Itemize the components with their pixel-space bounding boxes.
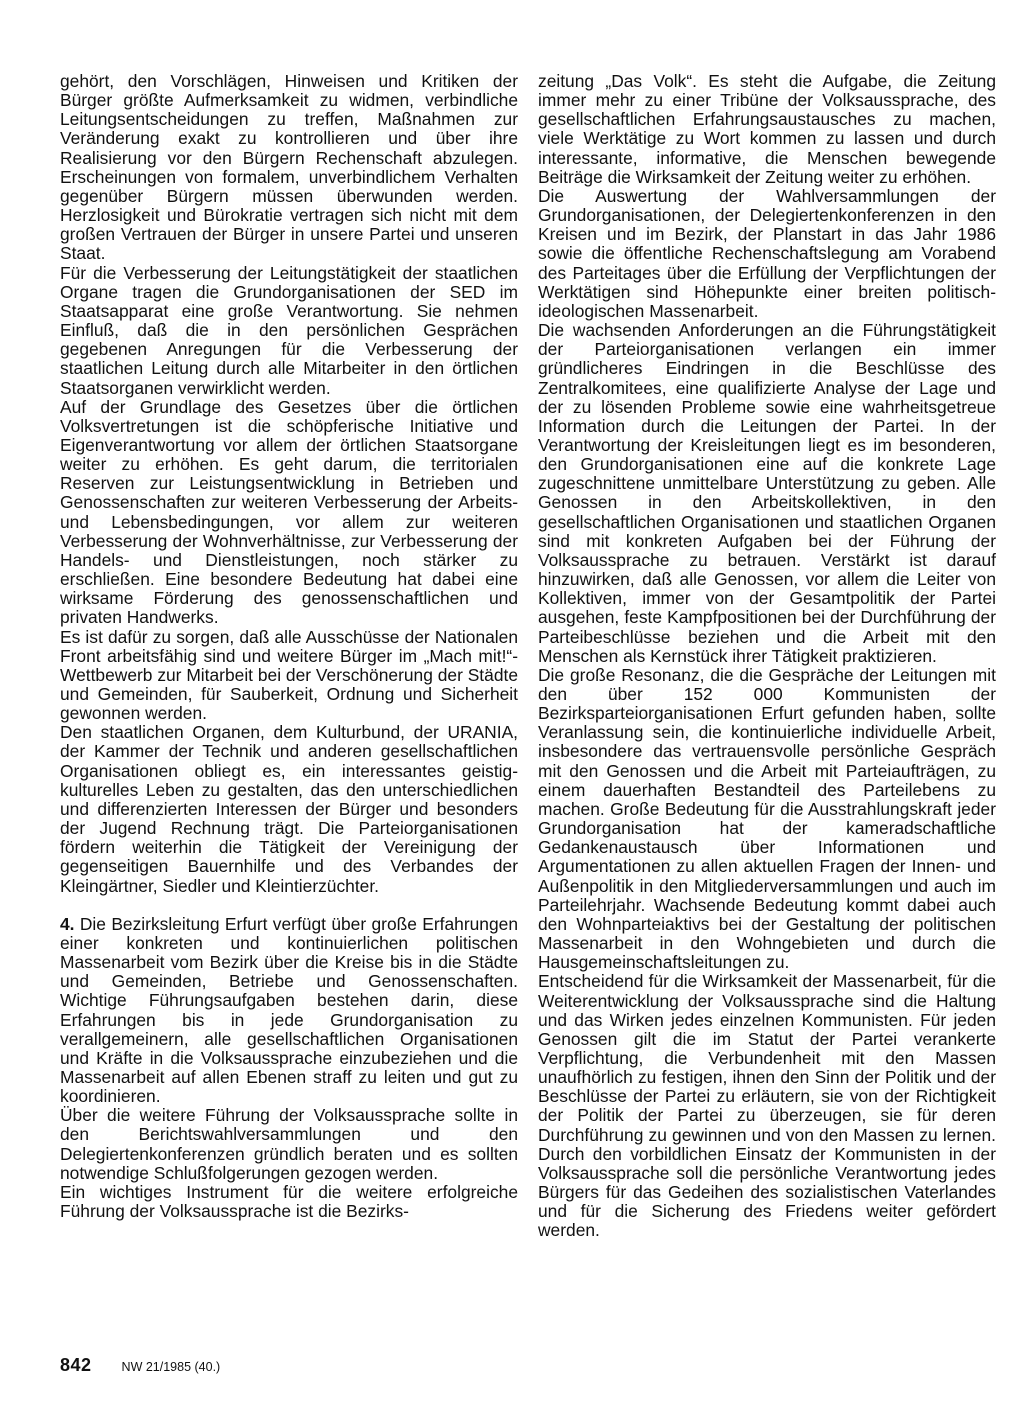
paragraph: Die Auswertung der Wahlversammlungen der Grundorganisationen, der Delegiertenkonferenzen in den Kreisen und im Bezirk, der Planstart in das Jahr 1986 sowie die öffentliche Rechenschaftslegung am Vorabend des Parteitages über die Erfüllung der Verpflichtungen der Werktätigen sind Höhepunkte einer breiten politisch-ideologischen Massenarbeit. bbox=[538, 185, 996, 321]
right-column bbox=[538, 72, 996, 1241]
section-paragraph bbox=[60, 915, 518, 1107]
paragraph: Die große Resonanz, die die Gespräche der Leitungen mit den über 152 000 Kommunisten der Bezirksparteiorganisationen Erfurt gefunden haben, sollte Veranlassung sein, die kontinuierliche individuelle Arbeit, insbesondere das vertrauensvolle persönliche Gespräch mit den Genossen und die Arbeit mit Parteiaufträgen, zu einem dauerhaften Bestandteil des Parteilebens zu machen. Große Bedeutung für die Ausstrahlungskraft jeder Grundorganisation hat der kameradschaftliche Gedankenaustausch über Informationen und Argumentationen zu allen aktuellen Fragen der Innen- und Außenpolitik in den Mitgliederversammlungen und auch im Parteilehrjahr. Wachsende Bedeutung kommt dabei auch den Wohnparteiaktivs bei der Gestaltung der politischen Massenarbeit in den Wohngebieten und durch die Hausgemeinschaftsleitungen zu. bbox=[538, 664, 996, 973]
section-number: 4. bbox=[60, 913, 75, 934]
paragraph: Die wachsenden Anforderungen an die Führungstätigkeit der Parteiorganisationen verlangen ein immer gründlicheres Eindringen in die Beschlüsse des Zentralkomitees, eine qualifizierte Analyse der Lage und der zu lösenden Probleme sowie eine wahrheitsgetreue Information durch die Leitungen der Partei. In der Verantwortung der Kreisleitungen liegt es im besonderen, den Grundorganisationen eine auf die konkrete Lage zugeschnittene unmittelbare Unterstützung zu geben. Alle Genossen in den Arbeitskollektiven, in den gesellschaftlichen Organisationen und staatlichen Organen sind mit konkreten Aufgaben bei der Führung der Volksaussprache zu betrauen. Verstärkt ist darauf hinzuwirken, daß alle Genossen, vor allem die Leiter von Kollektiven, immer von der Gesamtpolitik der Partei ausgehen, feste Kampfpositionen bei der Durchführung der Parteibeschlüsse beziehen und die Arbeit mit den Menschen als Kernstück ihrer Tätigkeit praktizieren. bbox=[538, 320, 996, 666]
paragraph: Es ist dafür zu sorgen, daß alle Ausschüsse der Nationalen Front arbeitsfähig sind und weitere Bürger im „Mach mit!“-Wettbewerb zur Mitarbeit bei der Verschönerung der Städte und Gemeinden, für Sauberkeit, Ordnung und Sicherheit gewonnen werden. bbox=[60, 626, 518, 724]
paragraph: Für die Verbesserung der Leitungstätigkeit der staatlichen Organe tragen die Grundorganisationen der SED im Staatsapparat eine große Verantwortung. Sie nehmen Einfluß, daß die in den persönlichen Gesprächen gegebenen Anregungen für die Verbesserung der staatlichen Leitung durch alle Mitarbeiter in den örtlichen Staatsorganen verwirklicht werden. bbox=[60, 262, 518, 398]
paragraph: Über die weitere Führung der Volksaussprache sollte in den Berichtswahlversammlungen und den Delegiertenkonferenzen gründlich beraten und es sollten notwendige Schlußfolgerungen gezogen werden. bbox=[60, 1105, 518, 1183]
paragraph: Ein wichtiges Instrument für die weitere erfolgreiche Führung der Volksaussprache ist die Bezirks- bbox=[60, 1181, 518, 1222]
paragraph-spacer bbox=[60, 896, 518, 915]
paragraph: zeitung „Das Volk“. Es steht die Aufgabe, die Zeitung immer mehr zu einer Tribüne der Volksaussprache, des gesellschaftlichen Erfahrungsaustausches zu machen, viele Werktätige zu Wort kommen zu lassen und durch interessante, informative, die Menschen bewegende Beiträge die Wirksamkeit der Zeitung weiter zu erhöhen. bbox=[538, 71, 996, 187]
paragraph: Auf der Grundlage des Gesetzes über die örtlichen Volksvertretungen ist die schöpferische Initiative und Eigenverantwortung vor allem der örtlichen Staatsorgane weiter zu erhöhen. Es geht darum, die territorialen Reserven zur Leistungsentwicklung in Betrieben und Genossenschaften zur weiteren Verbesserung der Arbeits- und Lebensbedingungen, vor allem zur weiteren Verbesserung der Wohnverhältnisse, zur Verbesserung der Handels- und Dienstleistungen, noch stärker zu erschließen. Eine besondere Bedeutung hat dabei eine wirksame Förderung des genossenschaftlichen und privaten Handwerks. bbox=[60, 396, 518, 628]
page-number: 842 bbox=[60, 1355, 92, 1375]
paragraph: Den staatlichen Organen, dem Kulturbund, der URANIA, der Kammer der Technik und anderen gesellschaftlichen Organisationen obliegt es, ein interessantes geistig-kulturelles Leben zu gestalten, das den unterschiedlichen und differenzierten Interessen der Bürger und besonders der Jugend Rechnung trägt. Die Parteiorganisationen fördern weiterhin die Tätigkeit der Vereinigung der gegenseitigen Bauernhilfe und des Verbandes der Kleingärtner, Siedler und Kleintierzüchter. bbox=[60, 722, 518, 896]
section-text: Die Bezirksleitung Erfurt verfügt über große Erfahrungen einer konkreten und kontinuierlichen politischen Massenarbeit vom Bezirk über die Kreise bis in die Städte und Gemeinden, Betriebe und Genossenschaften. Wichtige Führungsaufgaben bestehen darin, diese Erfahrungen bis in jede Grundorganisation zu verallgemeinern, alle gesellschaftlichen Organisationen und Kräfte in die Volksaussprache einzubeziehen und die Massenarbeit auf allen Ebenen straff zu leiten und gut zu koordinieren. bbox=[60, 913, 518, 1107]
journal-reference: NW 21/1985 (40.) bbox=[121, 1360, 221, 1374]
page-footer bbox=[60, 1355, 220, 1379]
paragraph: gehört, den Vorschlägen, Hinweisen und Kritiken der Bürger größte Aufmerksamkeit zu widmen, verbindliche Leitungsentscheidungen zu treffen, Maßnahmen zur Veränderung exakt zu kontrollieren und über ihre Realisierung vor den Bürgern Rechenschaft abzulegen. Erscheinungen von formalem, unverbindlichem Verhalten gegenüber Bürgern müssen überwunden werden. Herzlosigkeit und Bürokratie vertragen sich nicht mit dem großen Vertrauen der Bürger in unsere Partei und unseren Staat. bbox=[60, 71, 518, 264]
left-column bbox=[60, 72, 518, 1221]
paragraph: Entscheidend für die Wirksamkeit der Massenarbeit, für die Weiterentwicklung der Volksaussprache sind die Haltung und das Wirken jedes einzelnen Kommunisten. Für jeden Genossen gilt die im Statut der Partei verankerte Verpflichtung, die Verbundenheit mit den Massen unaufhörlich zu festigen, ihnen den Sinn der Politik und der Beschlüsse der Partei zu erläutern, sie von der Richtigkeit der Politik der Partei zu überzeugen, sie für deren Durchführung zu gewinnen und von den Massen zu lernen. Durch den vorbildlichen Einsatz der Kommunisten in der Volksaussprache soll die persönliche Verantwortung jedes Bürgers für das Gedeihen des sozialistischen Vaterlandes und für die Sicherung des Friedens weiter gefördert werden. bbox=[538, 971, 996, 1241]
